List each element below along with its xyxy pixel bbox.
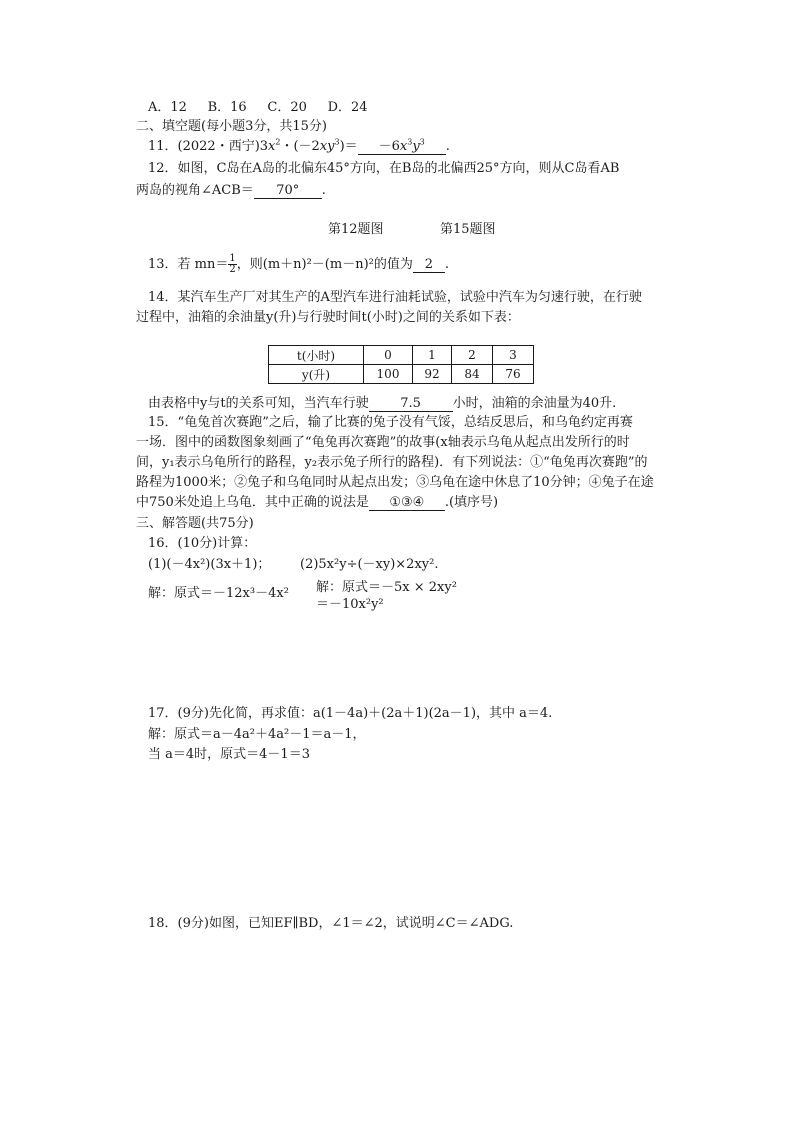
- question-16-title: 16．(10分)计算：: [148, 536, 257, 551]
- choice-c: C．20: [267, 100, 307, 115]
- table-cell: 2: [452, 346, 493, 365]
- choice-b: B．16: [207, 100, 247, 115]
- choice-d: D．24: [327, 100, 368, 115]
- table-cell: 100: [364, 365, 413, 384]
- answer-15: ①③④: [369, 495, 445, 511]
- caption-fig12: 第12题图: [328, 222, 384, 237]
- table-cell: 1: [413, 346, 452, 365]
- solution-16-2b: ＝－10x²y²: [316, 597, 384, 612]
- question-18-title: 18．(9分)如图，已知EF∥BD，∠1＝∠2，试说明∠C＝∠ADG.: [148, 916, 514, 931]
- answer-13: 2: [413, 257, 445, 273]
- table-row: [269, 346, 534, 365]
- table-cell: 84: [452, 365, 493, 384]
- answer-12: 70°: [254, 183, 322, 199]
- table-cell: t(小时): [269, 346, 364, 365]
- question-14-line1: 14．某汽车生产厂对其生产的A型汽车进行油耗试验，试验中汽车为匀速行驶，在行驶: [148, 290, 642, 305]
- solution-17-line1: 解：原式＝a－4a²＋4a²－1＝a－1，: [148, 727, 366, 742]
- table-cell: y(升): [269, 365, 364, 384]
- solution-17-line2: 当 a＝4时，原式＝4－1＝3: [148, 747, 310, 762]
- question-11: 11．(2022・西宁)$3x^2$・$(-2xy^3)= -6x^3y^3$ .: [148, 137, 450, 154]
- answer-11: $-6x^3y^3$: [358, 139, 446, 155]
- question-14-line3: 由表格中y与t的关系可知，当汽车行驶 7.5 小时，油箱的余油量为40升.: [148, 396, 617, 411]
- fraction-half: $\frac{1}{2}$: [229, 253, 236, 275]
- question-15-line4: 路程为1000米；②兔子和乌龟同时从起点出发；③乌龟在途中休息了10分钟；④兔子在途: [136, 475, 654, 490]
- table-row: [269, 365, 534, 384]
- fuel-table: [268, 345, 534, 384]
- question-12-line1: 12．如图，C岛在A岛的北偏东45°方向，在B岛的北偏西25°方向，则从C岛看AB: [148, 161, 620, 176]
- section-fill-heading: 二、填空题(每小题3分，共15分): [136, 119, 327, 134]
- question-16-part2: (2)5x²y÷(－xy)×2xy².: [300, 557, 439, 572]
- choice-a: A．12: [148, 100, 187, 115]
- table-cell: 0: [364, 346, 413, 365]
- solution-16-2a: 解：原式＝－5x × 2xy²: [316, 580, 457, 595]
- table-cell: 92: [413, 365, 452, 384]
- question-14-line2: 过程中，油箱的余油量y(升)与行驶时间t(小时)之间的关系如下表：: [136, 310, 520, 325]
- table-cell: 3: [493, 346, 534, 365]
- answer-14: 7.5: [369, 396, 453, 412]
- question-15-line5: 中750米处追上乌龟．其中正确的说法是 ①③④ .(填序号): [136, 495, 499, 510]
- question-15-line2: 一场．图中的函数图象刻画了“龟兔再次赛跑”的故事(x轴表示乌龟从起点出发所行的时: [136, 435, 630, 450]
- choice-row: [148, 99, 368, 117]
- question-12-line2: 两岛的视角∠ACB＝ 70° .: [136, 183, 326, 198]
- section-solve-heading: 三、解答题(共75分): [136, 516, 254, 531]
- question-13: 13．若 mn＝ $\frac{1}{2}$ ，则(m＋n)²－(m－n)²的值为 2 .: [148, 253, 450, 275]
- table-cell: 76: [493, 365, 534, 384]
- question-15-line3: 间，y₁表示乌龟所行的路程，y₂表示兔子所行的路程)．有下列说法：①“龟兔再次赛跑”的: [136, 455, 648, 470]
- question-16-part1: (1)(－4x²)(3x＋1)；: [148, 557, 271, 572]
- caption-fig15: 第15题图: [440, 222, 496, 237]
- solution-16-1: 解：原式＝－12x³－4x²: [148, 586, 289, 601]
- question-17-title: 17．(9分)先化简，再求值：a(1－4a)＋(2a＋1)(2a－1)，其中 a＝4.: [148, 706, 553, 721]
- question-15-line1: 15．“龟兔首次赛跑”之后，输了比赛的兔子没有气馁，总结反思后，和乌龟约定再赛: [148, 415, 633, 430]
